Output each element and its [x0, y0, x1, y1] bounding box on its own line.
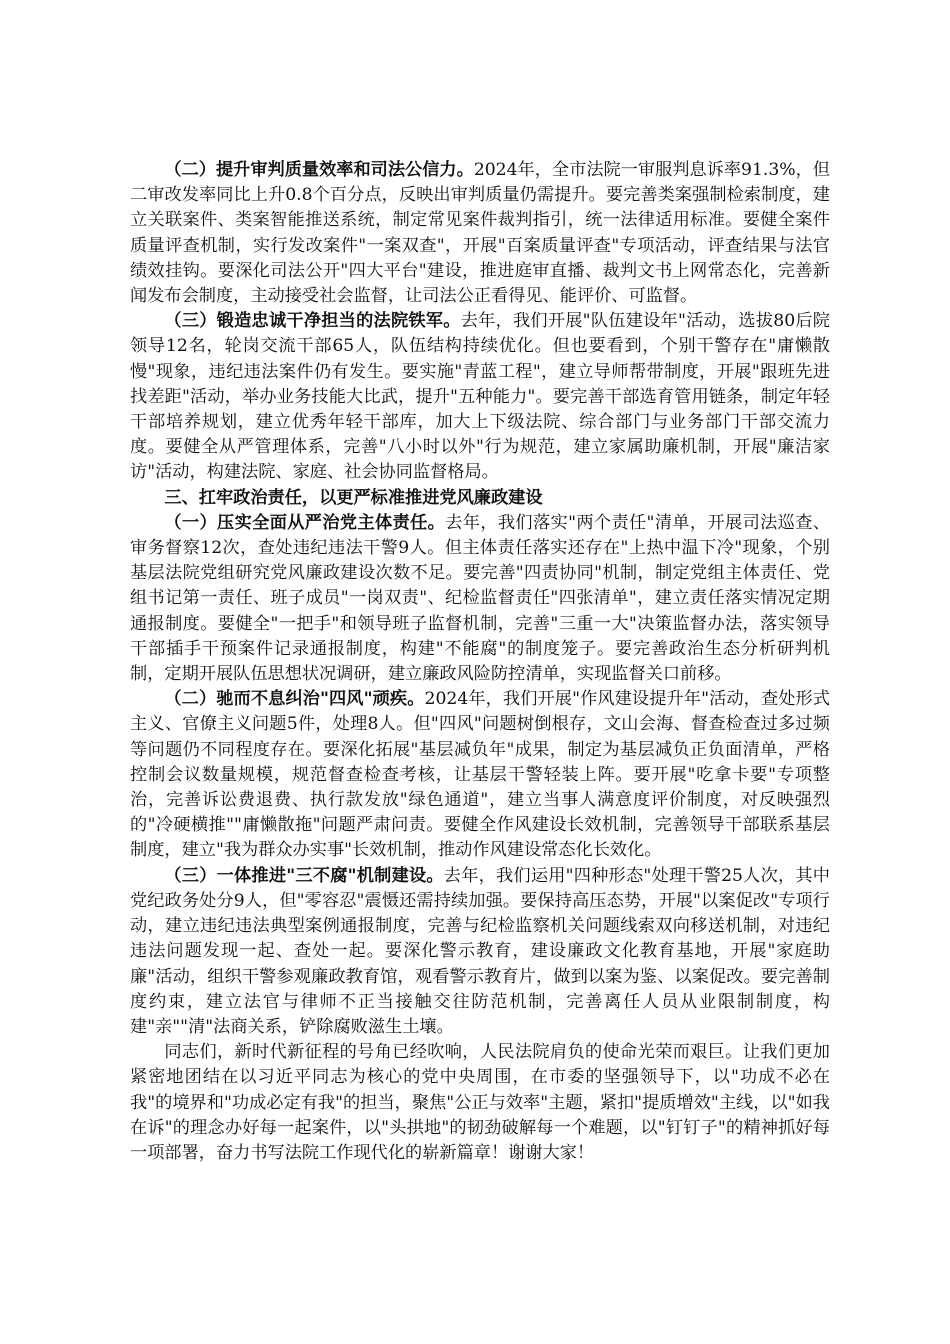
- paragraph-lead: （二）提升审判质量效率和司法公信力。: [164, 160, 474, 180]
- paragraph-body: 去年，我们运用"四种形态"处理干警25人次，其中党纪政务处分9人，但"零容忍"震慑还需持续加强。要保持高压态势，开展"以案促改"专项行动，建立违纪违法典型案例通报制度，完善与纪检监察机关问题线索双向移送机制，对违纪违法问题发现一起、查处一起。要深化警示教育，建设廉政文化教育基地，开展"家庭助廉"活动，组织干警参观廉政教育馆，观看警示教育片，做到以案为鉴、以案促改。要完善制度约束，建立法官与律师不正当接触交往防范机制，完善离任人员从业限制制度，构建"亲""清"法商关系，铲除腐败滋生土壤。: [130, 865, 830, 1037]
- paragraph-body: 去年，我们落实"两个责任"清单，开展司法巡查、审务督察12次，查处违纪违法干警9人。但主体责任落实还存在"上热中温下冷"现象，个别基层法院党组研究党风廉政建设次数不足。要完善"四责协同"机制，制定党组主体责任、党组书记第一责任、班子成员"一岗双责"、纪检监督责任"四张清单"，建立责任落实情况定期通报制度。要健全"一把手"和领导班子监督机制，完善"三重一大"决策监督办法，落实领导干部插手干预案件记录通报制度，构建"不能腐"的制度笼子。要完善政治生态分析研判机制，定期开展队伍思想状况调研，建立廉政风险防控清单，实现监督关口前移。: [130, 512, 830, 685]
- paragraph-court-team: [130, 309, 830, 485]
- paragraph-body: 去年，我们开展"队伍建设年"活动，选拔80后院领导12名，轮岗交流干部65人，队伍结构持续优化。但也要看到，个别干警存在"庸懒散慢"现象，违纪违法案件仍有发生。要实施"青蓝工程"，建立导师帮带制度，开展"跟班先进找差距"活动，举办业务技能大比武，提升"五种能力"。要完善干部选育管用链条，制定年轻干部培养规划，建立优秀年轻干部库，加大上下级法院、综合部门与业务部门干部交流力度。要健全从严管理体系，完善"八小时以外"行为规范，建立家属助廉机制，开展"廉洁家访"活动，构建法院、家庭、社会协同监督格局。: [130, 311, 830, 483]
- paragraph-lead: （二）驰而不息纠治"四风"顽疾。: [164, 689, 425, 710]
- paragraph-body: 2024年，全市法院一审服判息诉率91.3%，但二审改发率同比上升0.8个百分点，反映出审判质量仍需提升。要完善类案强制检索制度，建立关联案件、类案智能推送系统，制定常见案件裁判指引，统一法律适用标准。要健全案件质量评查机制，实行发改案件"一案双查"，开展"百案质量评查"专项活动，评查结果与法官绩效挂钩。要深化司法公开"四大平台"建设，推进庭审直播、裁判文书上网常态化，完善新闻发布会制度，主动接受社会监督，让司法公正看得见、能评价、可监督。: [130, 160, 830, 307]
- closing-paragraph: 同志们，新时代新征程的号角已经吹响，人民法院肩负的使命光荣而艰巨。让我们更加紧密地团结在以习近平同志为核心的党中央周围，在市委的坚强领导下，以"功成不必在我"的境界和"功成必定有我"的担当，聚焦"公正与效率"主题，紧扣"提质增效"主线，以"如我在诉"的理念办好每一起案件，以"头拱地"的韧劲破解每一个难题，以"钉钉子"的精神抓好每一项部署，奋力书写法院工作现代化的崭新篇章！谢谢大家！: [130, 1042, 830, 1163]
- paragraph-lead: （一）压实全面从严治党主体责任。: [164, 512, 446, 533]
- paragraph-body: 2024年，我们开展"作风建设提升年"活动，查处形式主义、官僚主义问题5件，处理8人。但"四风"问题树倒根存，文山会海、督查检查过多过频等问题仍不同程度存在。要深化拓展"基层减负年"成果，制定为基层减负正负面清单，严格控制会议数量规模，规范督查检查考核，让基层干警轻装上阵。要开展"吃拿卡要"专项整治，完善诉讼费退费、执行款发放"绿色通道"，建立当事人满意度评价制度，对反映强烈的"冷硬横推""庸懒散拖"问题严肃问责。要健全作风建设长效机制，完善领导干部联系基层制度，建立"我为群众办实事"长效机制，推动作风建设常态化长效化。: [130, 689, 830, 861]
- document-page: [130, 158, 830, 1166]
- paragraph-quality-efficiency: [130, 158, 830, 309]
- section-heading: 三、扛牢政治责任，以更严标准推进党风廉政建设: [164, 487, 543, 508]
- paragraph-three-no-corruption: [130, 864, 830, 1040]
- paragraph-lead: （三）锻造忠诚干净担当的法院铁军。: [164, 311, 461, 332]
- paragraph-lead: （三）一体推进"三不腐"机制建设。: [164, 865, 444, 886]
- paragraph-four-winds: [130, 687, 830, 863]
- paragraph-party-responsibility: [130, 511, 830, 687]
